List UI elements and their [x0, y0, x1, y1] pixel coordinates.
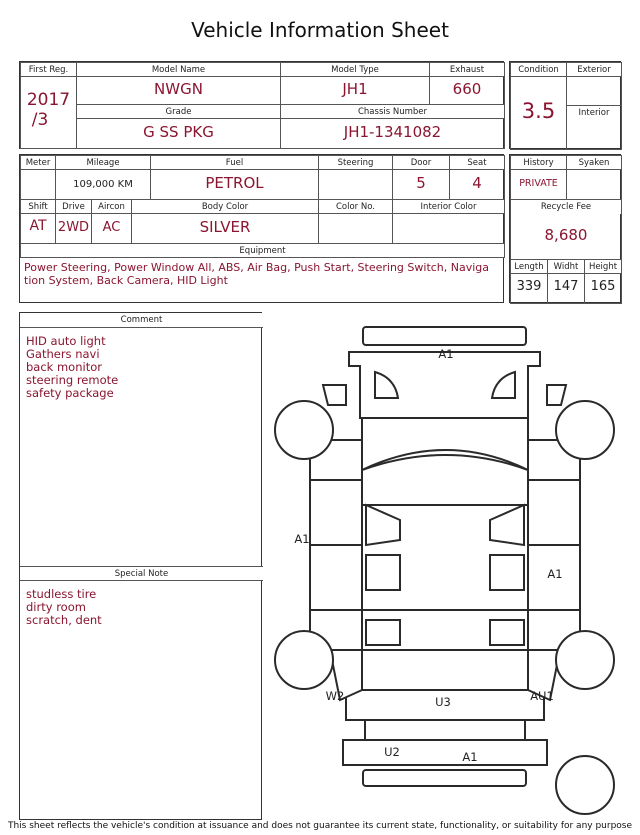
mileage-label: Mileage: [55, 155, 151, 170]
spare-wheel: [556, 756, 614, 814]
special-note-list: [26, 588, 102, 627]
color-no-cell: [318, 213, 393, 244]
special-note-line: studless tire: [26, 587, 97, 601]
width-value: 147: [553, 279, 579, 294]
left-rear-wheel: [275, 631, 333, 689]
rear-glass: [362, 650, 528, 690]
interior-color-label: Interior Color: [392, 199, 505, 214]
seat-label: Seat: [449, 155, 505, 170]
first-reg-month: /3: [31, 110, 49, 130]
equipment-label: Equipment: [20, 243, 505, 258]
equipment-text: [24, 261, 502, 287]
model-type-label: Model Type: [280, 62, 430, 77]
body-color-value: SILVER: [199, 218, 251, 236]
comment-box: [19, 312, 262, 820]
special-note-label: Special Note: [20, 566, 263, 581]
rear-step: [363, 770, 526, 786]
aircon-value: AC: [102, 220, 121, 235]
grade-value: G SS PKG: [143, 123, 214, 141]
disclaimer-footer: This sheet reflects the vehicle's condition at issuance and does not guarantee its current state, functionality, or suitability for any purpose: [7, 821, 633, 831]
height-value: 165: [590, 279, 616, 294]
door-label: Door: [392, 155, 450, 170]
width-label: Widht: [547, 259, 585, 274]
condition-label: Condition: [510, 62, 567, 77]
history-value: PRIVATE: [519, 178, 558, 189]
damage-mark-rear-right: AU1: [530, 689, 554, 703]
special-note-line: dirty room: [26, 600, 86, 614]
chassis-value: JH1-1341082: [343, 123, 442, 141]
comment-line: safety package: [26, 386, 114, 400]
damage-mark-left-side: A1: [294, 532, 310, 546]
damage-mark-right-side: A1: [547, 567, 563, 581]
first-reg-year: 2017: [26, 90, 71, 110]
exterior-label: Exterior: [566, 62, 622, 77]
comment-line: HID auto light: [26, 334, 106, 348]
drive-label: Drive: [55, 199, 92, 214]
damage-mark-rear-left: W2: [325, 689, 345, 703]
condition-box: [509, 61, 621, 149]
aircon-label: Aircon: [91, 199, 132, 214]
grade-label: Grade: [76, 104, 281, 119]
page-title: Vehicle Information Sheet: [191, 18, 449, 42]
right-rear-window: [490, 555, 524, 590]
seat-value: 4: [472, 174, 482, 192]
steering-label: Steering: [318, 155, 393, 170]
color-no-label: Color No.: [318, 199, 393, 214]
rear-bumper: [343, 740, 547, 765]
basic-info-box: [19, 61, 504, 149]
fuel-label: Fuel: [150, 155, 319, 170]
door-value: 5: [416, 174, 426, 192]
equipment-line-1: Power Steering, Power Window All, ABS, Air Bag, Push Start, Steering Switch, Naviga: [24, 261, 490, 274]
mileage-value: 109,000 KM: [73, 179, 133, 190]
exterior-cell: [566, 76, 622, 106]
steering-cell: [318, 169, 393, 200]
right-front-fender: [547, 385, 566, 405]
syaken-cell: [566, 169, 622, 200]
equipment-line-2: tion System, Back Camera, HID Light: [24, 274, 228, 287]
comment-list: [26, 335, 118, 400]
left-rear-window: [366, 555, 400, 590]
comment-label: Comment: [20, 313, 263, 328]
comment-line: steering remote: [26, 373, 119, 387]
damage-mark-bumper-right: A1: [462, 750, 478, 764]
fuel-value: PETROL: [205, 174, 264, 192]
interior-label: Interior: [578, 108, 610, 118]
condition-value: 3.5: [521, 99, 556, 123]
body-color-label: Body Color: [131, 199, 319, 214]
interior-color-cell: [392, 213, 505, 244]
length-label: Length: [510, 259, 548, 274]
right-quarter-window: [490, 620, 524, 645]
history-box: [509, 154, 621, 303]
damage-mark-rear-center: U3: [435, 695, 451, 709]
meter-cell: [20, 169, 56, 200]
first-reg-label: First Reg.: [20, 62, 77, 77]
meter-label: Meter: [20, 155, 56, 170]
model-name-value: NWGN: [154, 80, 203, 98]
front-bumper: [363, 327, 526, 345]
height-label: Height: [584, 259, 622, 274]
length-value: 339: [516, 279, 542, 294]
recycle-fee-label: Recycle Fee: [510, 199, 622, 214]
shift-value: AT: [29, 218, 47, 234]
left-front-wheel: [275, 401, 333, 459]
chassis-label: Chassis Number: [280, 104, 505, 119]
shift-label: Shift: [20, 199, 56, 214]
left-quarter-window: [366, 620, 400, 645]
damage-mark-bumper-left: U2: [384, 745, 400, 759]
model-name-label: Model Name: [76, 62, 281, 77]
comment-line: Gathers navi: [26, 347, 100, 361]
right-rear-wheel: [556, 631, 614, 689]
model-type-value: JH1: [342, 80, 368, 98]
exhaust-label: Exhaust: [429, 62, 505, 77]
syaken-label: Syaken: [566, 155, 622, 170]
car-damage-diagram: [262, 318, 632, 818]
special-note-line: scratch, dent: [26, 613, 102, 627]
right-front-wheel: [556, 401, 614, 459]
damage-mark-hood: A1: [438, 347, 454, 361]
comment-line: back monitor: [26, 360, 102, 374]
left-front-fender: [323, 385, 346, 405]
spec-box: [19, 154, 504, 303]
exhaust-value: 660: [452, 80, 482, 98]
recycle-fee-value: 8,680: [544, 226, 588, 244]
drive-value: 2WD: [57, 220, 90, 235]
history-label: History: [510, 155, 567, 170]
